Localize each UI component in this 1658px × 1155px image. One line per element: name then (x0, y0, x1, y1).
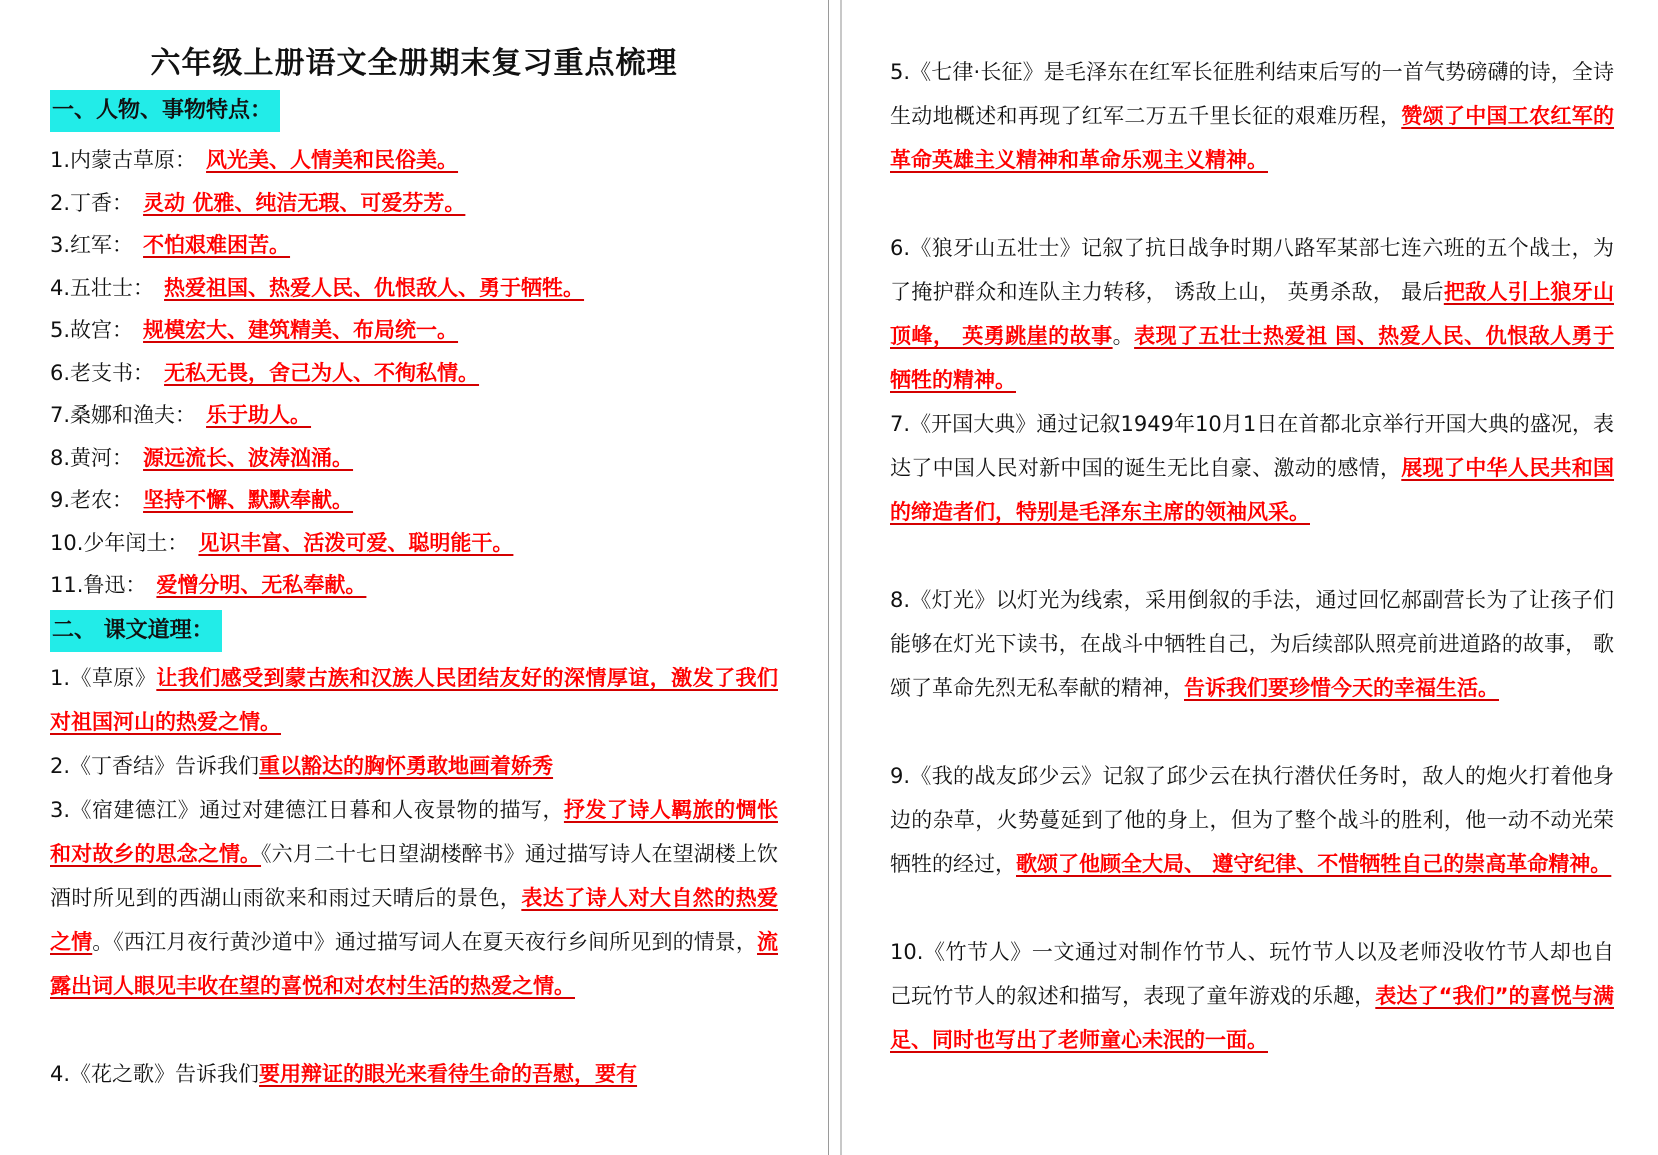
list-item (50, 527, 519, 559)
lesson-paragraph-5 (890, 50, 1614, 182)
lesson-paragraph-10 (890, 930, 1614, 1062)
item-label: 3.红军： (50, 233, 134, 257)
paragraph-text: 5.《七律·长征》是毛泽东在红军长征胜利结束后写的一首气势磅礴的诗，全诗生动地概述和再现了红军二万五千里长征的艰难历程， (890, 60, 1614, 128)
left-page (0, 0, 828, 1155)
item-answer: 不怕艰难困苦。 (143, 233, 291, 257)
lesson-paragraph-7 (890, 402, 1614, 534)
paragraph-highlight: 让我们感受到蒙古族和汉族人民团结友好的深情厚谊，激发了我们对祖国河山的热爱之情。 (50, 666, 778, 734)
paragraph-text: 7.《开国大典》通过记叙1949年10月1日在首都北京举行开国大典的盛况，表达了中国人民对新中国的诞生无比自豪、激动的感情， (890, 412, 1614, 480)
paragraph-text: 6.《狼牙山五壮士》记叙了抗日战争时期八路军某部七连六班的五个战士，为了掩护群众和连队主力转移， 诱敌上山， 英勇杀敌， 最后 (890, 236, 1614, 304)
paragraph-highlight: 表现了五壮士热爱祖 国、热爱人民、仇恨敌人勇于牺牲的精神。 (890, 324, 1614, 392)
paragraph-text: 1.《草原》 (50, 666, 157, 690)
paragraph-highlight: 抒发了诗人羁旅的惆怅和对故乡的思念之情。 (50, 798, 778, 866)
paragraph-text: 。 (1112, 324, 1135, 348)
item-answer: 见识丰富、活泼可爱、聪明能干。 (198, 531, 514, 555)
item-label: 10.少年闰土： (50, 531, 189, 555)
list-item (50, 357, 485, 389)
item-label: 6.老支书： (50, 361, 155, 385)
item-answer: 热爱祖国、热爱人民、仇恨敌人、勇于牺牲。 (164, 276, 585, 300)
item-label: 4.五壮士： (50, 276, 155, 300)
page-title: 六年级上册语文全册期末复习重点梳理 (150, 46, 678, 81)
section-heading-characteristics: 一、人物、事物特点： (50, 90, 280, 132)
paragraph-highlight: 展现了中华人民共和国的缔造者们，特别是毛泽东主席的领袖风采。 (890, 456, 1615, 524)
list-item (50, 144, 464, 176)
list-item (50, 314, 464, 346)
list-item (50, 484, 359, 516)
paragraph-text: 9.《我的战友邱少云》记叙了邱少云在执行潜伏任务时，敌人的炮火打着他身边的杂草，火势蔓延到了他的身上，但为了整个战斗的胜利，他一动不动光荣牺牲的经过， (890, 764, 1614, 876)
lesson-paragraph-2 (50, 744, 778, 788)
right-page (842, 0, 1658, 1155)
paragraph-highlight: 表达了诗人对大自然的热爱之情 (50, 886, 779, 954)
item-answer: 规模宏大、建筑精美、布局统一。 (143, 318, 459, 342)
paragraph-highlight: 把敌人引上狼牙山顶峰， 英勇跳崖的故事 (890, 280, 1615, 348)
paragraph-highlight: 重以豁达的胸怀勇敢地画着娇秀 (259, 754, 554, 778)
lesson-paragraph-3 (50, 788, 778, 1008)
item-answer: 风光美、人情美和民俗美。 (206, 148, 459, 172)
item-label: 7.桑娜和渔夫： (50, 403, 197, 427)
item-answer: 爱憎分明、无私奉献。 (156, 573, 367, 597)
lesson-paragraph-6 (890, 226, 1614, 402)
list-item (50, 399, 317, 431)
paragraph-highlight: 赞颂了中国工农红军的革命英雄主义精神和革命乐观主义精神。 (890, 104, 1615, 172)
paragraph-highlight: 表达了“我们”的喜悦与满足、同时也写出了老师童心未泯的一面。 (890, 984, 1614, 1052)
paragraph-text: 8.《灯光》以灯光为线索，采用倒叙的手法，通过回忆郝副营长为了让孩子们能够在灯光下读书，在战斗中牺牲自己，为后续部队照亮前进道路的故事， 歌颂了革命先烈无私奉献的精神， (890, 588, 1614, 700)
lesson-paragraph-9 (890, 754, 1614, 886)
list-item (50, 442, 359, 474)
paragraph-text: 10.《竹节人》一文通过对制作竹节人、玩竹节人以及老师没收竹节人却也自己玩竹节人的叙述和描写，表现了童年游戏的乐趣， (890, 940, 1614, 1008)
item-answer: 源远流长、波涛汹涌。 (143, 446, 354, 470)
paragraph-highlight: 告诉我们要珍惜今天的幸福生活。 (1184, 676, 1499, 700)
paragraph-text: 。《西江月夜行黄沙道中》通过描写词人在夏天夜行乡间所见到的情景， (92, 930, 758, 954)
list-item (50, 272, 590, 304)
list-item (50, 229, 296, 261)
item-label: 8.黄河： (50, 446, 134, 470)
list-item (50, 569, 372, 601)
list-item (50, 187, 471, 219)
paragraph-text: 2.《丁香结》告诉我们 (50, 754, 260, 778)
item-answer: 无私无畏，舍己为人、不徇私情。 (164, 361, 480, 385)
item-answer: 乐于助人。 (206, 403, 312, 427)
lesson-paragraph-8 (890, 578, 1614, 710)
item-label: 5.故宫： (50, 318, 134, 342)
item-label: 1.内蒙古草原： (50, 148, 197, 172)
page-divider (828, 0, 842, 1155)
item-answer: 坚持不懈、默默奉献。 (143, 488, 354, 512)
section-heading-lessons: 二、 课文道理： (50, 610, 222, 652)
lesson-paragraph-1 (50, 656, 778, 744)
paragraph-text: 《六月二十七日望湖楼醉书》通过描写诗人在望湖楼上饮酒时所见到的西湖山雨欲来和雨过天晴后的景色， (50, 842, 778, 910)
item-label: 11.鲁迅： (50, 573, 147, 597)
paragraph-text: 4.《花之歌》告诉我们 (50, 1062, 260, 1086)
lesson-paragraph-4 (50, 1052, 778, 1096)
paragraph-highlight: 流露出词人眼见丰收在望的喜悦和对农村生活的热爱之情。 (50, 930, 779, 998)
item-label: 2.丁香： (50, 191, 134, 215)
paragraph-highlight: 歌颂了他顾全大局、 遵守纪律、不惜牺牲自己的崇高革命精神。 (1016, 852, 1612, 876)
item-answer: 灵动 优雅、纯洁无瑕、可爱芬芳。 (143, 191, 466, 215)
item-label: 9.老农： (50, 488, 134, 512)
paragraph-highlight: 要用辩证的眼光来看待生命的吾慰，要有 (259, 1062, 638, 1086)
paragraph-text: 3.《宿建德江》通过对建德江日暮和人夜景物的描写， (50, 798, 564, 822)
